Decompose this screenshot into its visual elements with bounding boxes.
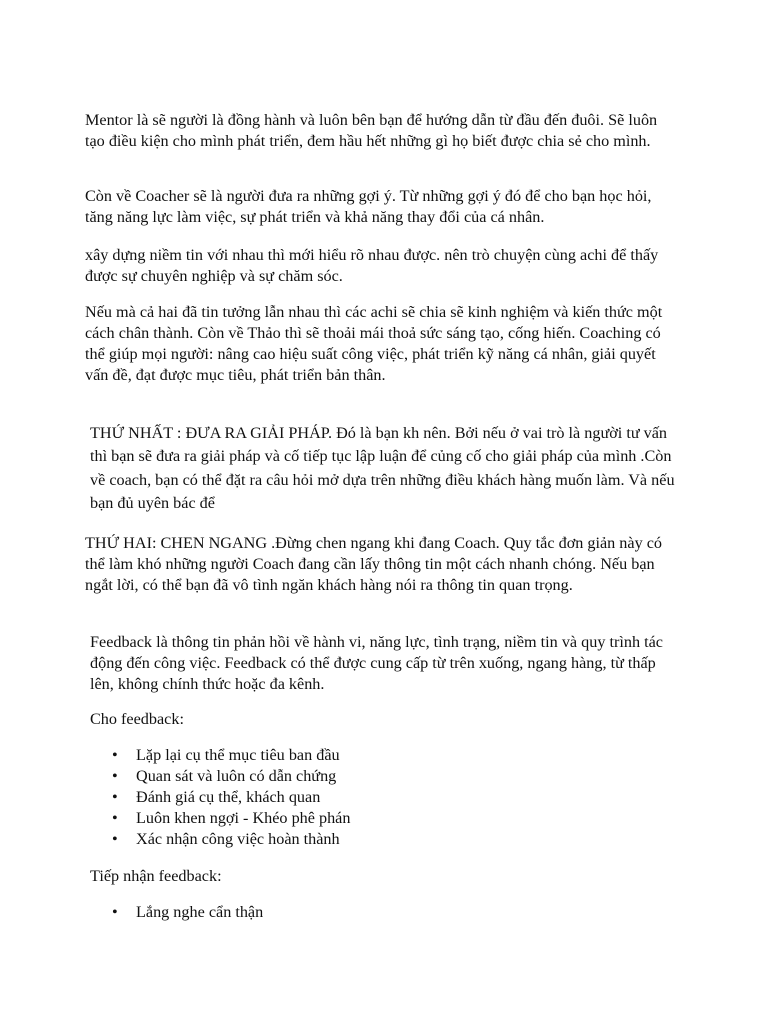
list-item-text: Đánh giá cụ thể, khách quan [136, 788, 321, 806]
list-item-text: Xác nhận công việc hoàn thành [136, 830, 340, 848]
list-item [112, 808, 350, 829]
heading-receive-feedback: Tiếp nhận feedback: [90, 867, 222, 885]
paragraph-feedback-definition: Feedback là thông tin phản hồi về hành vi, năng lực, tình trạng, niềm tin và quy trình tác động đến công việc. Feedback có thể được cung cấp từ trên xuống, ngang hàng, từ thấp lên, không chính thức hoặc đa kênh. [90, 633, 663, 693]
paragraph-second-mistake: THỨ HAI: CHEN NGANG .Đừng chen ngang khi đang Coach. Quy tắc đơn giản này có thể làm khó những người Coach đang cần lấy thông tin một cách nhanh chóng. Nếu bạn ngắt lời, có thể bạn đã vô tình ngăn khách hàng nói ra thông tin quan trọng. [85, 534, 663, 594]
receive-feedback-list [112, 902, 263, 923]
paragraph-coaching-benefits: Nếu mà cả hai đã tin tưởng lẫn nhau thì các achi sẽ chia sẽ kinh nghiệm và kiến thức một cách chân thành. Còn về Thảo thì sẽ thoải mái thoả sức sáng tạo, cống hiến. Coaching có thể giúp mọi người: nâng cao hiệu suất công việc, phát triển kỹ năng cá nhân, giải quyết vấn đề, đạt được mục tiêu, phát triển bản thân. [85, 303, 663, 384]
list-item-text: Quan sát và luôn có dẫn chứng [136, 767, 337, 785]
list-item-text: Lặp lại cụ thể mục tiêu ban đầu [136, 746, 340, 764]
paragraph-coacher: Còn về Coacher sẽ là người đưa ra những gợi ý. Từ những gợi ý đó để cho bạn học hỏi, tăng năng lực làm việc, sự phát triển và khả năng thay đổi của cá nhân. [85, 187, 652, 226]
list-item [112, 829, 350, 850]
list-item [112, 902, 263, 923]
paragraph-trust: xây dựng niềm tin với nhau thì mới hiểu rõ nhau được. nên trò chuyện cùng achi để thấy được sự chuyên nghiệp và sự chăm sóc. [85, 246, 659, 285]
bullet-icon: • [112, 809, 118, 827]
bullet-icon: • [112, 830, 118, 848]
bullet-icon: • [112, 903, 118, 921]
bullet-icon: • [112, 767, 118, 785]
give-feedback-list [112, 745, 350, 850]
paragraph-first-mistake: THỨ NHẤT : ĐƯA RA GIẢI PHÁP. Đó là bạn kh nên. Bởi nếu ở vai trò là người tư vấn thì bạn sẽ đưa ra giải pháp và cố tiếp tục lập luận để củng cố cho giải pháp của mình .Còn về coach, bạn có thể đặt ra câu hỏi mở dựa trên những điều khách hàng muốn làm. Và nếu bạn đủ uyên bác để [90, 424, 675, 513]
list-item-text: Luôn khen ngợi - Khéo phê phán [136, 809, 351, 827]
list-item [112, 745, 350, 766]
bullet-icon: • [112, 746, 118, 764]
list-item [112, 766, 350, 787]
heading-give-feedback: Cho feedback: [90, 710, 184, 728]
paragraph-mentor: Mentor là sẽ người là đồng hành và luôn bên bạn để hướng dẫn từ đầu đến đuôi. Sẽ luôn tạo điều kiện cho mình phát triển, đem hầu hết những gì họ biết được chia sẻ cho mình. [85, 111, 658, 150]
list-item [112, 787, 350, 808]
bullet-icon: • [112, 788, 118, 806]
list-item-text: Lắng nghe cẩn thận [136, 903, 264, 921]
